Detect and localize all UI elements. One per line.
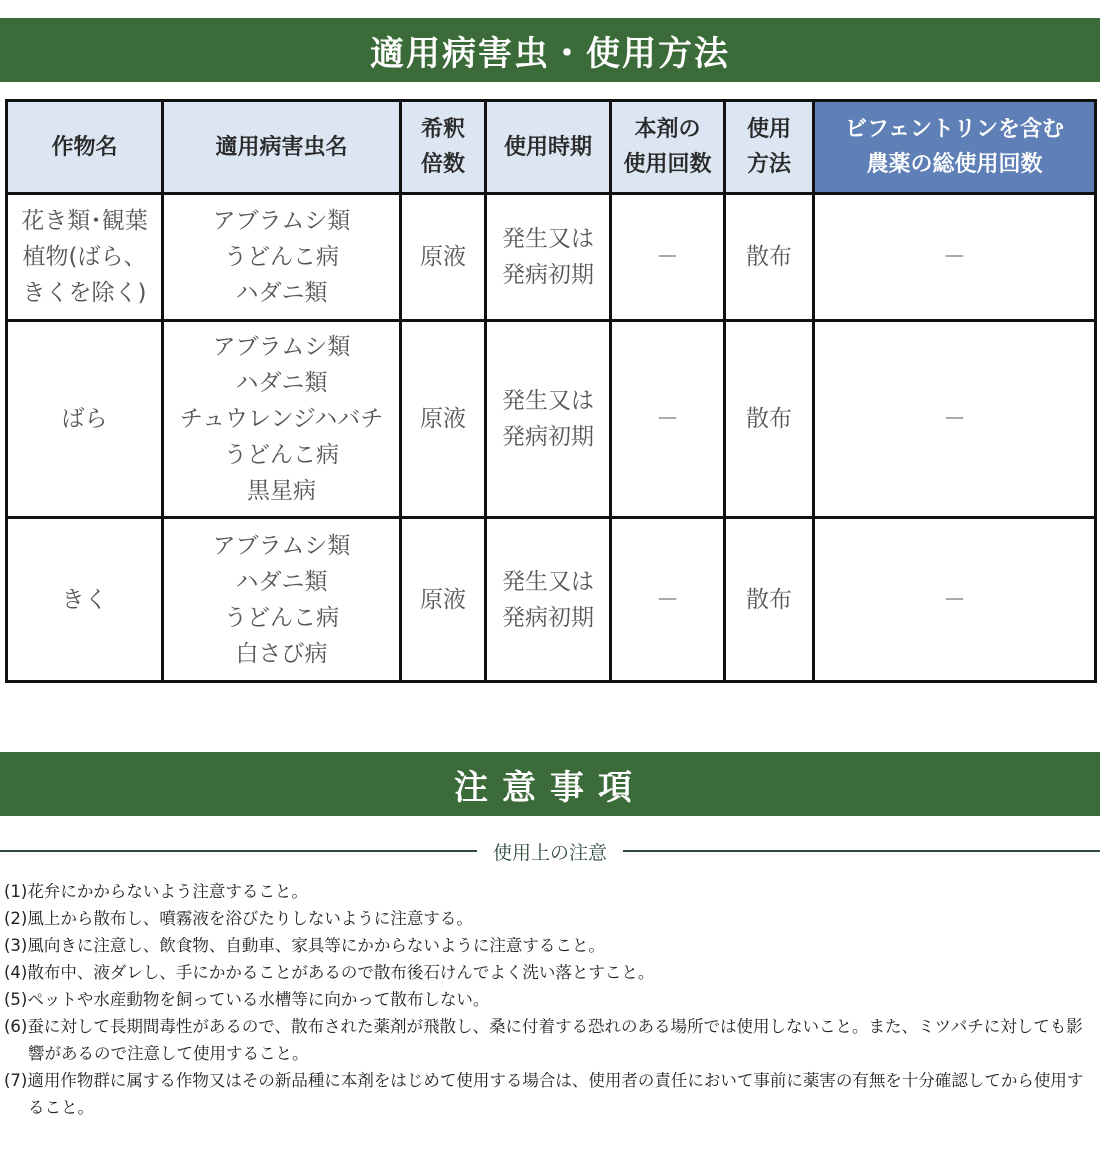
cell-crop: きく <box>7 518 163 682</box>
usage-table <box>5 99 1097 683</box>
precaution-note: (1)花弁にかからないよう注意すること。 <box>4 882 308 901</box>
header-method: 使用 方法 <box>725 101 814 194</box>
cell-timing: 発生又は 発病初期 <box>486 518 611 682</box>
cell-crop: ばら <box>7 321 163 518</box>
cell-method: 散布 <box>725 194 814 321</box>
header-crop: 作物名 <box>7 101 163 194</box>
header-pest: 適用病害虫名 <box>163 101 401 194</box>
cell-dilution: 原液 <box>401 518 486 682</box>
precaution-note: (2)風上から散布し、噴霧液を浴びたりしないように注意する。 <box>4 909 473 928</box>
cell-timing: 発生又は 発病初期 <box>486 194 611 321</box>
precaution-note: (7)適用作物群に属する作物又はその新品種に本剤をはじめて使用する場合は、使用者の責任において事前に薬害の有無を十分確認してから使用すること。 <box>4 1071 1084 1117</box>
cell-pests: アブラムシ類 ハダニ類 うどんこ病 白さび病 <box>163 518 401 682</box>
precaution-note: (5)ペットや水産動物を飼っている水槽等に向かって散布しない。 <box>4 990 490 1009</box>
precaution-note: (4)散布中、液ダレし、手にかかることがあるので散布後石けんでよく洗い落とすこと。 <box>4 963 655 982</box>
cell-total: － <box>814 321 1096 518</box>
cell-crop: 花き類･観葉 植物(ばら、 きくを除く) <box>7 194 163 321</box>
cell-count: － <box>611 518 725 682</box>
cell-method: 散布 <box>725 518 814 682</box>
precaution-note: (3)風向きに注意し、飲食物、自動車、家具等にかからないように注意すること。 <box>4 936 605 955</box>
cell-count: － <box>611 194 725 321</box>
divider-line-left <box>0 850 477 852</box>
precaution-notes-list <box>4 878 1094 1121</box>
precautions-section-banner <box>0 752 1100 816</box>
cell-count: － <box>611 321 725 518</box>
cell-total: － <box>814 518 1096 682</box>
cell-pests: アブラムシ類 うどんこ病 ハダニ類 <box>163 194 401 321</box>
usage-precautions-heading <box>0 836 1100 866</box>
usage-section-title: 適用病害虫・使用方法 <box>370 33 730 74</box>
cell-method: 散布 <box>725 321 814 518</box>
table-row <box>7 321 1096 518</box>
precaution-note: (6)蚕に対して長期間毒性があるので、散布された薬剤が飛散し、桑に付着する恐れのある場所では使用しないこと。また、ミツバチに対しても影響があるので注意して使用すること。 <box>4 1017 1083 1063</box>
header-total-count: ビフェントリンを含む 農薬の総使用回数 <box>814 101 1096 194</box>
table-row <box>7 194 1096 321</box>
divider-line-right <box>623 850 1100 852</box>
header-count: 本剤の 使用回数 <box>611 101 725 194</box>
header-dilution: 希釈 倍数 <box>401 101 486 194</box>
cell-total: － <box>814 194 1096 321</box>
cell-dilution: 原液 <box>401 194 486 321</box>
cell-timing: 発生又は 発病初期 <box>486 321 611 518</box>
cell-dilution: 原液 <box>401 321 486 518</box>
cell-pests: アブラムシ類 ハダニ類 チュウレンジハバチ うどんこ病 黒星病 <box>163 321 401 518</box>
header-timing: 使用時期 <box>486 101 611 194</box>
usage-section-banner <box>0 18 1100 82</box>
table-header-row <box>7 101 1096 194</box>
precautions-section-title: 注意事項 <box>454 767 646 808</box>
table-row <box>7 518 1096 682</box>
usage-precautions-title: 使用上の注意 <box>493 841 608 864</box>
